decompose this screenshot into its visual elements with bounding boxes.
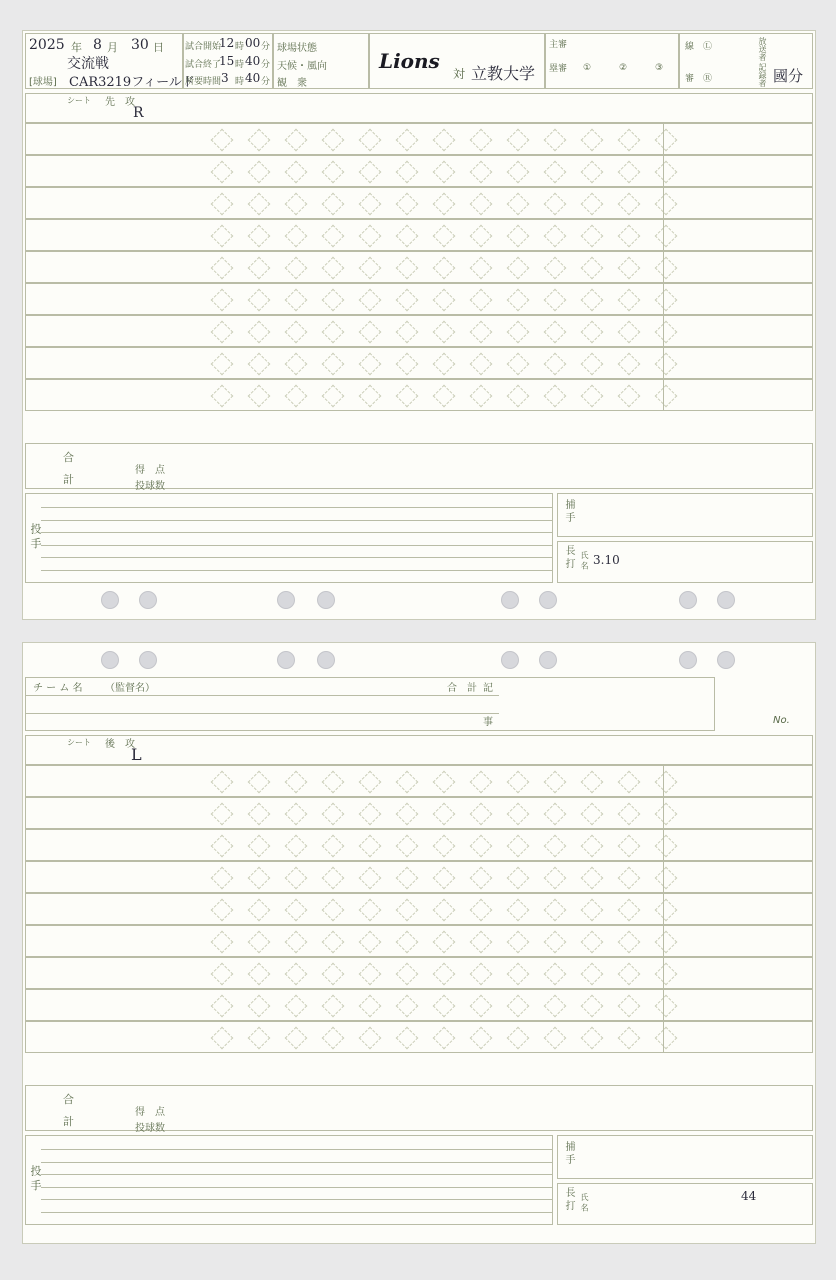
pitcher-row (41, 570, 553, 583)
top-catcher-label: 捕 手 (563, 499, 574, 523)
header-year-unit: 年 (71, 41, 82, 54)
binder-hole (317, 591, 335, 609)
binder-hole (539, 651, 557, 669)
top-catcher-box (557, 493, 813, 537)
bottom-total-label2: 計 (63, 1115, 74, 1128)
pitcher-row (41, 520, 553, 533)
bottom-xbh-box (557, 1183, 813, 1225)
stat-cells (663, 155, 813, 187)
ump-2: ② (619, 63, 628, 73)
binder-hole (139, 651, 157, 669)
binder-hole (277, 651, 295, 669)
pitcher-row (41, 532, 553, 545)
ls-note-label: 記 (483, 683, 493, 694)
ump-r-label: Ⓡ (703, 74, 713, 84)
stat-cells (663, 123, 813, 155)
lineup-shift-label: シート (67, 96, 91, 105)
end-label: 試合終了 (185, 60, 222, 70)
team-logo: Lions (379, 49, 440, 73)
bottom-pitcher-side-label: 投 手 (29, 1165, 42, 1191)
binder-hole (277, 591, 295, 609)
binder-hole (679, 591, 697, 609)
stat-cells (663, 989, 813, 1021)
top-pitch-label: 投球数 (135, 481, 165, 492)
line-score-row (25, 695, 499, 713)
header-month: 8 (93, 37, 102, 53)
dur-h: 3 (221, 71, 229, 85)
start-m-unit: 分 (261, 42, 271, 52)
dur-m-unit: 分 (261, 77, 271, 87)
start-h: 12 (219, 36, 235, 50)
pitcher-row (41, 1187, 553, 1200)
dur-m: 40 (245, 71, 261, 85)
header-day-unit: 日 (153, 41, 164, 54)
stat-cells (663, 187, 813, 219)
binder-hole (101, 651, 119, 669)
top-total-label2: 計 (63, 473, 74, 486)
bottom-catcher-label: 捕 手 (563, 1141, 574, 1165)
end-m: 40 (245, 54, 261, 68)
binder-hole (501, 591, 519, 609)
bottom-xbh-entry: 44 (741, 1189, 757, 1203)
pitcher-row (41, 1199, 553, 1212)
top-xbh-label: 長 打 (563, 545, 574, 569)
dur-label: 所要時間 (185, 77, 222, 87)
binder-hole (717, 651, 735, 669)
ground-label: 球場状態 (277, 43, 317, 54)
bottom-catcher-box (557, 1135, 813, 1179)
stat-cells (663, 251, 813, 283)
header-game-type: 交流戦 (67, 56, 109, 72)
ls-note2-label: 事 (483, 717, 493, 728)
binder-hole (539, 591, 557, 609)
lineup-shift-label: シート (67, 738, 91, 747)
lineup-header-bar (25, 735, 813, 765)
lineup-team-label: 後 攻 (105, 739, 135, 750)
stat-cells (663, 925, 813, 957)
ump-l-label: Ⓛ (703, 42, 713, 52)
header-day: 30 (131, 37, 149, 53)
weather-label: 天候・風向 (277, 61, 327, 72)
bottom-score-label: 得 点 (135, 1107, 165, 1118)
ump-line-label: 線 (685, 42, 695, 52)
stat-cells (663, 219, 813, 251)
scoresheet-page-1 (22, 30, 816, 620)
pitcher-row (41, 1149, 553, 1162)
scorer-name: 國分 (773, 67, 804, 85)
stat-cells (663, 379, 813, 411)
end-m-unit: 分 (261, 60, 271, 70)
line-score-row (25, 713, 499, 731)
stat-cells (663, 957, 813, 989)
broadcast-label: 放送者 (758, 37, 767, 61)
stat-cells (663, 829, 813, 861)
header-venue: CAR3219フィールド (69, 75, 195, 90)
lineup-team-mark: R (133, 105, 144, 121)
ump-lines-label: 塁審 (549, 64, 568, 74)
bottom-total-label: 合 (63, 1093, 74, 1106)
pitcher-row (41, 1174, 553, 1187)
bottom-xbh-name-label: 氏 名 (580, 1193, 589, 1212)
binder-hole (679, 651, 697, 669)
dur-h-unit: 時 (235, 77, 245, 87)
crowd-label: 観 衆 (277, 78, 307, 89)
pitcher-row (41, 557, 553, 570)
pitcher-row (41, 1162, 553, 1175)
pitcher-row (41, 1212, 553, 1225)
top-xbh-name-label: 氏 名 (580, 551, 589, 570)
stat-cells (663, 347, 813, 379)
opponent-name: 立教大学 (471, 64, 536, 83)
lineup-team-label: 先 攻 (105, 97, 135, 108)
vs-label: 対 (453, 67, 466, 81)
binder-hole (717, 591, 735, 609)
ump-3: ③ (655, 63, 664, 73)
stat-cells (663, 315, 813, 347)
bottom-pitch-label: 投球数 (135, 1123, 165, 1134)
ls-manager-label: （監督名） (105, 683, 155, 694)
stat-cells (663, 283, 813, 315)
end-h: 15 (219, 54, 235, 68)
stat-cells (663, 1021, 813, 1053)
pitcher-row (41, 507, 553, 520)
ump-1: ① (583, 63, 592, 73)
ump-judge-label: 審 (685, 74, 695, 84)
binder-hole (317, 651, 335, 669)
scoresheet-page-2 (22, 642, 816, 1244)
ls-total-label: 合 計 (447, 683, 477, 694)
end-h-unit: 時 (235, 60, 245, 70)
scorer-label: 記録者 (758, 63, 767, 87)
stat-cells (663, 893, 813, 925)
start-m: 00 (245, 36, 261, 50)
lineup-team-mark: L (131, 745, 142, 764)
stat-cells (663, 861, 813, 893)
ls-no-label: No. (773, 715, 790, 726)
binder-hole (501, 651, 519, 669)
bottom-xbh-label: 長 打 (563, 1187, 574, 1211)
binder-hole (139, 591, 157, 609)
top-pitcher-side-label: 投 手 (29, 523, 42, 549)
header-month-unit: 月 (107, 41, 118, 54)
pitcher-row (41, 545, 553, 558)
ump-main-label: 主審 (549, 40, 568, 50)
binder-hole (101, 591, 119, 609)
start-label: 試合開始 (185, 42, 222, 52)
stat-cells (663, 797, 813, 829)
stat-cells (663, 765, 813, 797)
top-total-label: 合 (63, 451, 74, 464)
ls-team-label: チ ー ム 名 (33, 683, 83, 694)
top-score-label: 得 点 (135, 465, 165, 476)
start-h-unit: 時 (235, 42, 245, 52)
header-year: 2025 (29, 37, 65, 53)
top-xbh-entry: 3.10 (593, 553, 620, 567)
header-venue-label: [球場] (29, 77, 57, 88)
